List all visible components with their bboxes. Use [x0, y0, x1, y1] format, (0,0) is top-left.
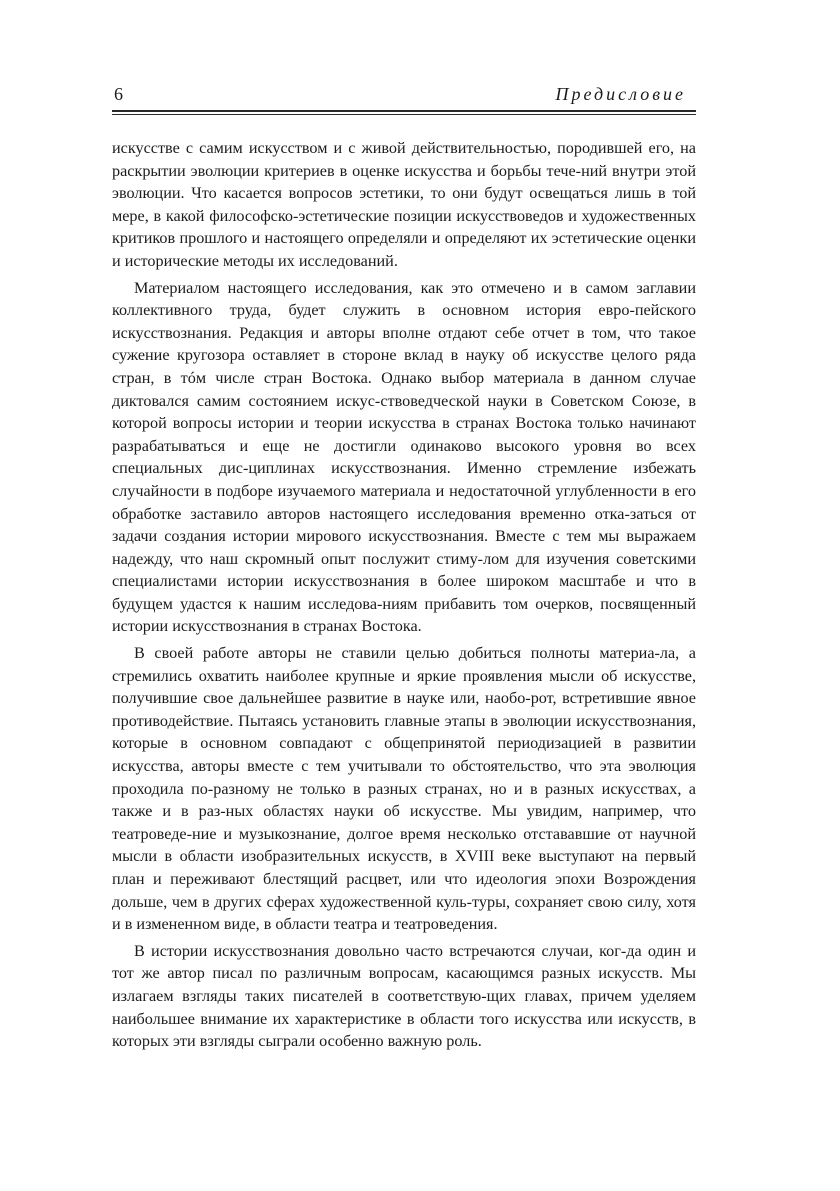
running-head — [112, 78, 696, 108]
book-page — [112, 78, 696, 1053]
page-number: 6 — [114, 84, 123, 104]
paragraph-material: Материалом настоящего исследования, как это отмечено и в самом заглавии коллективного труда, будет служить в основном история евро-пейского искусствознания. Редакция и авторы вполне отдают себе отчет в том, что такое сужение кругозора оставляет в стороне вклад в науку об искусстве целого ряда стран, в тóм числе стран Востока. Однако выбор материала в данном случае диктовался самим состоянием искус-ствоведческой науки в Советском Союзе, в которой вопросы истории и теории искусства в странах Востока только начинают разрабатываться и еще не достигли одинаково высокого уровня во всех специальных дис-циплинах искусствознания. Именно стремление избежать случайности в подборе изучаемого материала и недостаточной углубленности в его обработке заставило авторов настоящего исследования временно отка-заться от задачи создания истории мирового искусствознания. Вместе с тем мы выражаем надежду, что наш скромный опыт послужит стиму-лом для изучения советскими специалистами истории искусствознания в более широком масштабе и что в будущем удастся к нашим исследова-ниям прибавить том очерков, посвященный истории искусствознания в странах Востока. — [112, 278, 696, 636]
header-rule — [112, 110, 696, 112]
body-text — [112, 137, 696, 1053]
header-rule-thin — [112, 114, 696, 115]
paragraph-continuation: искусстве с самим искусством и с живой действительностью, породившей его, на раскрытии эволюции критериев в оценке искусства и борьбы тече-ний внутри этой эволюции. Что касается вопросов эстетики, то они будут освещаться лишь в той мере, в какой философско-эстетические позиции искусствоведов и художественных критиков прошлого и настоящего определяли и определяют их эстетические оценки и исторические методы их исследований. — [112, 139, 696, 270]
paragraph-aims: В своей работе авторы не ставили целью добиться полноты материа-ла, а стремились охватить наиболее крупные и яркие проявления мысли об искусстве, получившие свое дальнейшее развитие в науке или, наобо-рот, встретившие явное противодействие. Пытаясь установить главные этапы в эволюции искусствознания, которые в основном совпадают с общепринятой периодизацией в развитии искусства, авторы вместе с тем учитывали то обстоятельство, что эта эволюция проходила по-разному не только в разных странах, но и в разных искусствах, а также и в раз-ных областях науки об искусстве. Мы увидим, например, что театроведе-ние и музыкознание, долгое время несколько отстававшие от научной мысли в области изобразительных искусств, в XVIII веке выступают на первый план и переживают блестящий расцвет, или что идеология эпохи Возрождения дольше, чем в других сферах художественной куль-туры, сохраняет свою силу, хотя и в измененном виде, в области театра и театроведения. — [112, 644, 696, 934]
paragraph-authors: В истории искусствознания довольно часто встречаются случаи, ког-да один и тот же автор писал по различным вопросам, касающимся разных искусств. Мы излагаем взгляды таких писателей в соответствую-щих главах, причем уделяем наибольшее внимание их характеристике в области того искусства или искусств, в которых эти взгляды сыграли особенно важную роль. — [112, 941, 696, 1051]
running-title: Предисловие — [555, 84, 686, 104]
